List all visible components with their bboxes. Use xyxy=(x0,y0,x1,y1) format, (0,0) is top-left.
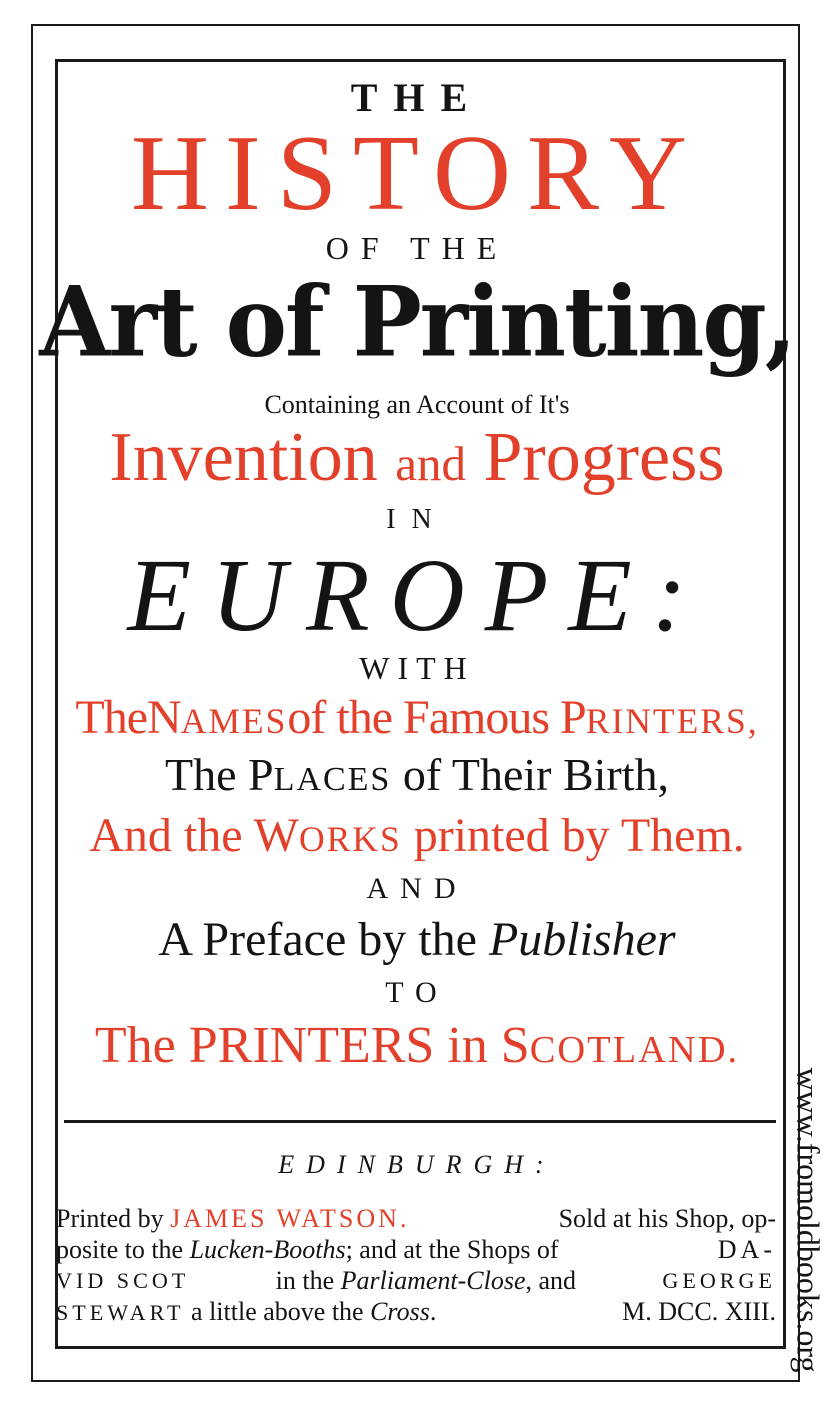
imprint-parliament-close: Parliament-Close xyxy=(340,1266,526,1295)
preface-text: A Preface by the xyxy=(158,913,489,966)
printers-in-text: The PRINTERS in xyxy=(94,1017,501,1074)
imprint-and: , and xyxy=(525,1266,577,1295)
watermark xyxy=(788,1050,828,1390)
progress-word: Progress xyxy=(465,419,725,496)
history-heading: HISTORY xyxy=(130,114,704,233)
edinburgh-line: EDINBURGH: xyxy=(278,1150,556,1179)
and-word: and xyxy=(395,436,466,491)
imprint-da: DA- xyxy=(717,1235,776,1264)
imprint-period: . xyxy=(429,1297,437,1326)
imprint-and-shops: ; and at the Shops of xyxy=(345,1235,559,1264)
places-p: P xyxy=(247,749,274,800)
printers-scotland-line xyxy=(0,1016,834,1075)
works-and-the: And the xyxy=(89,809,254,862)
invention-word: Invention xyxy=(109,419,396,496)
europe-heading: EUROPE: xyxy=(127,538,707,653)
with-line: WITH xyxy=(359,650,475,686)
imprint-cross: Cross xyxy=(370,1297,430,1326)
names-n: N xyxy=(147,691,181,744)
printers-rest: RINTERS, xyxy=(585,701,759,741)
invention-line xyxy=(0,418,834,498)
works-line xyxy=(0,808,834,863)
places-rest: LACES xyxy=(273,761,392,798)
imprint-line-1 xyxy=(56,1203,776,1234)
imprint-date: M. DCC. XIII. xyxy=(622,1297,776,1326)
imprint-lucken-booths: Lucken-Booths xyxy=(189,1235,346,1264)
the-heading: THE xyxy=(350,75,484,120)
names-the: The xyxy=(75,691,148,744)
imprint-line-2 xyxy=(56,1234,776,1265)
of-the-line: OF THE xyxy=(325,230,509,266)
imprint-line-4 xyxy=(56,1296,776,1328)
to-line: TO xyxy=(385,976,449,1009)
imprint-sold-at: Sold at his Shop, op- xyxy=(558,1204,776,1233)
imprint-vid-scot: VID SCOT xyxy=(56,1268,190,1293)
containing-line: Containing an Account of It's xyxy=(264,390,570,419)
imprint-stewart: STEWART xyxy=(56,1300,185,1325)
imprint-printed-by: Printed by xyxy=(56,1204,164,1233)
places-of-their-birth: of Their Birth, xyxy=(391,749,670,800)
names-rest: AMES xyxy=(180,701,288,741)
in-line: IN xyxy=(386,504,448,535)
imprint-george: GEORGE xyxy=(662,1268,776,1293)
places-the: The xyxy=(164,749,248,800)
publisher-word: Publisher xyxy=(488,913,676,966)
art-of-printing-title: Art of Printing, xyxy=(39,265,795,379)
imprint-printer-name: JAMES WATSON. xyxy=(170,1204,410,1233)
imprint-above-the: a little above the xyxy=(191,1297,364,1326)
works-printed-by-them: printed by Them. xyxy=(401,809,745,862)
imprint-in-the: in the xyxy=(275,1266,335,1295)
preface-line xyxy=(0,912,834,967)
works-rest: ORKS xyxy=(298,819,402,859)
scotland-s: S xyxy=(500,1017,530,1074)
imprint-line-3 xyxy=(56,1265,776,1296)
names-of-the-famous: of the Famous xyxy=(287,691,561,744)
scotland-rest: COTLAND. xyxy=(529,1029,740,1071)
and-line: AND xyxy=(366,872,468,905)
watermark-text: www.fromoldbooks.org xyxy=(790,1067,827,1373)
imprint-block xyxy=(56,1203,776,1328)
works-w: W xyxy=(253,809,299,862)
imprint-opposite: posite to the xyxy=(56,1235,184,1264)
divider-rule xyxy=(64,1120,776,1123)
names-line xyxy=(0,690,834,745)
places-line xyxy=(0,748,834,801)
printers-p: P xyxy=(560,691,586,744)
